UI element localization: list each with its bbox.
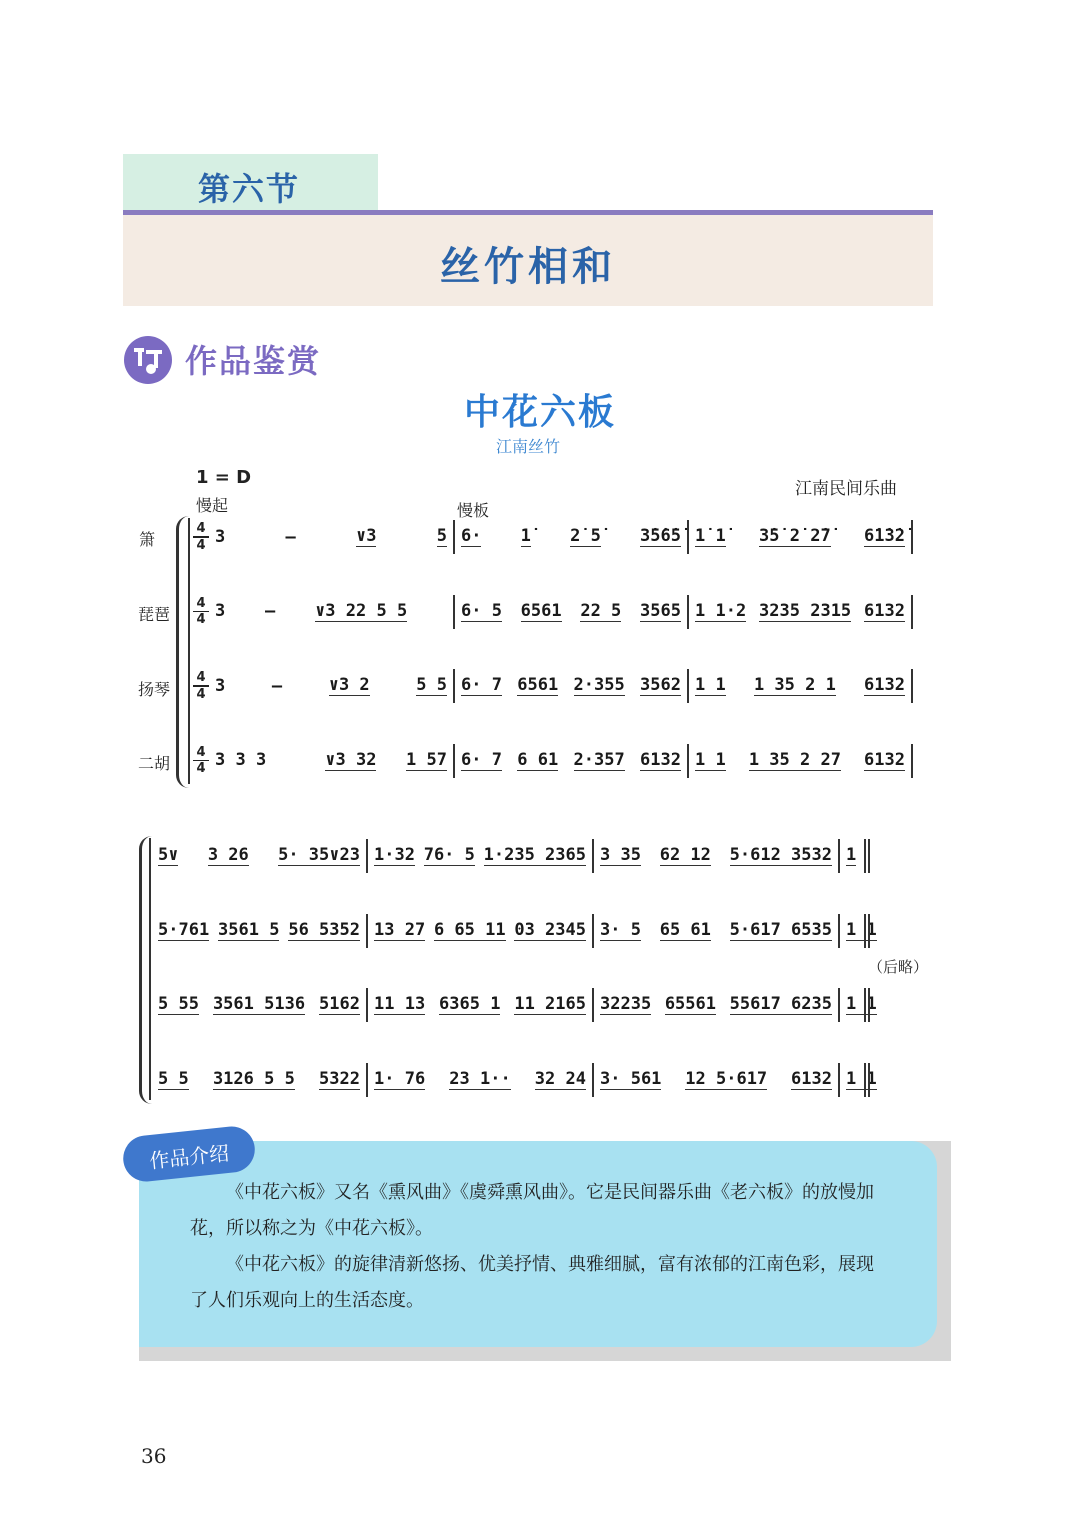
note-group: 3̇5̇ 2̇ 2̇7̇ [759, 526, 831, 546]
note-group: 5 55 [158, 994, 199, 1014]
note-group: 3̇5̇6̇5̇ [640, 526, 681, 546]
measure [689, 666, 911, 706]
measure [840, 911, 877, 951]
measure [368, 1060, 592, 1100]
note-group: – [285, 526, 296, 547]
note-group: 1 57 [406, 749, 447, 770]
note-group: 1̇ [520, 526, 531, 546]
note-group: 12 5·617 [685, 1068, 768, 1089]
bar-line [864, 914, 870, 948]
note-group: – [271, 675, 283, 696]
note-group: 13 27 [374, 919, 426, 940]
system2-row-2 [152, 911, 877, 951]
note-group: 65 61 [659, 919, 711, 940]
note-group: 6132 [791, 1068, 832, 1089]
measure [594, 911, 838, 951]
piece-genre: 江南丝竹 [495, 437, 560, 456]
note-group: 2̇ 5̇ [570, 526, 601, 546]
note-group: 03 2345 [514, 919, 586, 940]
note-group: 1 1 [695, 749, 726, 770]
measure [209, 517, 453, 557]
page-number: 36 [141, 1444, 167, 1468]
note-group: 3565 [640, 600, 681, 621]
note-group: 5 5 [158, 1068, 189, 1089]
intro-paragraph-1: 《中花六板》又名《熏风曲》《虞舜熏风曲》。它是民间器乐曲《老六板》的放慢加花，所以称之为《中花六板》。 [190, 1182, 874, 1239]
note-group: 1 1 [846, 1068, 877, 1089]
note-group: ∨3 32 [325, 749, 377, 770]
note-group: 5· 35∨23 [278, 845, 360, 865]
bar-line [864, 988, 870, 1022]
note-group: 3 [215, 526, 226, 547]
system1-row-4 [193, 741, 923, 781]
section-tab [123, 154, 378, 212]
note-group: 3 [215, 675, 226, 696]
measure [368, 911, 592, 951]
note-group: 2·355 [573, 675, 625, 695]
note-group: 1 1 [695, 675, 726, 695]
system2-row-3 [152, 985, 877, 1025]
instrument-yangqin: 扬琴 [137, 680, 170, 699]
intro-paragraph-2: 《中花六板》的旋律清新悠扬、优美抒情、典雅细腻，富有浓郁的江南色彩，展现了人们乐观向上的生活态度。 [190, 1254, 874, 1311]
system1-row-2 [193, 592, 923, 632]
section-title-band [123, 215, 933, 306]
measure [209, 592, 453, 632]
measure [455, 666, 687, 706]
instrument-pipa: 琵琶 [137, 605, 170, 624]
note-group: 6· 7 [461, 675, 502, 695]
measure [152, 1060, 366, 1100]
intro-tab-label: 作品介绍 [148, 1140, 231, 1174]
instrument-xiao: 箫 [138, 530, 155, 549]
system2-row-1 [152, 836, 872, 876]
note-group: 56 5352 [288, 919, 360, 940]
system1-row-1 [193, 517, 923, 557]
note-group: 62 12 [659, 845, 711, 865]
measure [455, 517, 687, 557]
note-group: 2·357 [573, 749, 625, 770]
note-group: 3 3 3 [215, 750, 267, 770]
measure [368, 985, 592, 1025]
omitted-note: （后略） [868, 958, 929, 976]
measure [594, 985, 838, 1025]
bar-line [911, 520, 913, 554]
bar-line [911, 595, 913, 629]
appreciation-heading: 作品鉴赏 [185, 342, 322, 380]
intro-text [190, 1175, 890, 1319]
note-group: 3 26 [207, 845, 249, 865]
note-group: 3561 5136 [212, 994, 306, 1014]
note-group: 6132 [864, 675, 905, 695]
note-group: 6132 [864, 749, 905, 770]
note-group: 6561 [520, 600, 562, 621]
measure [840, 1060, 877, 1100]
time-signature: 4 4 [193, 597, 209, 627]
note-group: 6132 [864, 600, 905, 621]
composer: 江南民间乐曲 [795, 479, 897, 499]
measure [455, 741, 687, 781]
note-group: ∨3 [356, 526, 377, 546]
note-group: 32 24 [534, 1068, 586, 1089]
note-group: 1 1 [846, 994, 877, 1014]
time-signature: 4 4 [193, 522, 209, 552]
note-group: 1 1 [846, 919, 877, 940]
note-group: 5·617 6535 [729, 919, 832, 940]
note-group: 5 [436, 526, 447, 546]
note-group: 1 [846, 845, 857, 865]
key-signature: 1 = D [196, 467, 252, 488]
note-group: 65561 [664, 994, 716, 1014]
note-group: ∨3 22 5 5 [315, 600, 408, 621]
note-group: 6̇1̇3̇2̇ [864, 526, 905, 546]
tempo-start: 慢起 [196, 496, 229, 515]
tempo-main: 慢板 [457, 501, 490, 520]
note-group: 3126 5 5 [212, 1068, 295, 1089]
note-group: 1 35 2 27 [748, 749, 841, 770]
time-signature: 4 4 [193, 671, 209, 701]
note-group: 11 13 [374, 994, 426, 1014]
note-group: 3 [215, 601, 226, 621]
note-group: 6365 1 [439, 994, 501, 1014]
measure [152, 836, 366, 876]
music-note-icon [124, 336, 172, 384]
time-signature: 4 4 [193, 746, 209, 776]
measure [689, 741, 911, 781]
note-group: 5·612 3532 [729, 845, 832, 865]
system2-row-4 [152, 1060, 877, 1100]
measure [594, 1060, 838, 1100]
note-group: 3· 5 [600, 919, 641, 940]
instrument-erhu: 二胡 [137, 754, 170, 773]
measure [152, 911, 366, 951]
bar-line [864, 839, 870, 873]
note-group: 11 2165 [514, 994, 586, 1014]
note-group: 6561 [517, 675, 559, 695]
note-group: 22 5 [580, 600, 622, 621]
note-group: – [265, 601, 276, 621]
measure [209, 666, 453, 706]
note-group: 5 5 [416, 675, 447, 695]
note-group: 6 65 11 [433, 919, 506, 940]
piece-title: 中花六板 [463, 392, 616, 433]
measure [689, 592, 911, 632]
note-group: 5∨ [158, 845, 179, 865]
note-group: 6· 5 [461, 600, 502, 621]
note-group: 1·32 [374, 845, 415, 865]
measure [594, 836, 838, 876]
section-title: 丝竹相和 [440, 244, 616, 290]
measure [152, 985, 366, 1025]
note-group: 1̇ 1̇ [695, 526, 726, 546]
measure [840, 836, 864, 876]
section-label: 第六节 [198, 170, 301, 208]
note-group: 23 1·· [449, 1068, 511, 1089]
measure [368, 836, 592, 876]
note-group: 6 61 [517, 749, 559, 770]
note-group: 55617 6235 [729, 994, 832, 1014]
note-group: 3561 5 [218, 919, 280, 940]
bar-line [911, 744, 913, 778]
measure [209, 741, 453, 781]
note-group: 1 35 2 1 [753, 675, 836, 695]
note-group: 3562 [640, 675, 681, 695]
note-group: 1·235 2365 [483, 845, 586, 865]
note-group: 3235 2315 [759, 600, 852, 621]
note-group: 5·761 [158, 919, 210, 940]
note-group: 6· [461, 526, 482, 546]
measure [689, 517, 911, 557]
note-group: 1· 76 [374, 1068, 426, 1089]
note-group: 6· 7 [461, 749, 502, 770]
measure [840, 985, 877, 1025]
note-group: ∨3 2 [328, 675, 370, 695]
system1-row-3 [193, 666, 923, 706]
bar-line [864, 1063, 870, 1097]
note-group: 3· 561 [600, 1068, 662, 1089]
note-group: 76· 5 [423, 845, 475, 865]
note-group: 5322 [319, 1068, 360, 1089]
note-group: 5162 [319, 994, 360, 1014]
measure [455, 592, 687, 632]
bar-line [911, 669, 913, 703]
note-group: 1 1·2 [695, 600, 747, 621]
note-group: 6132 [640, 749, 681, 770]
note-group: 32235 [600, 994, 652, 1014]
note-group: 3 35 [600, 845, 641, 865]
